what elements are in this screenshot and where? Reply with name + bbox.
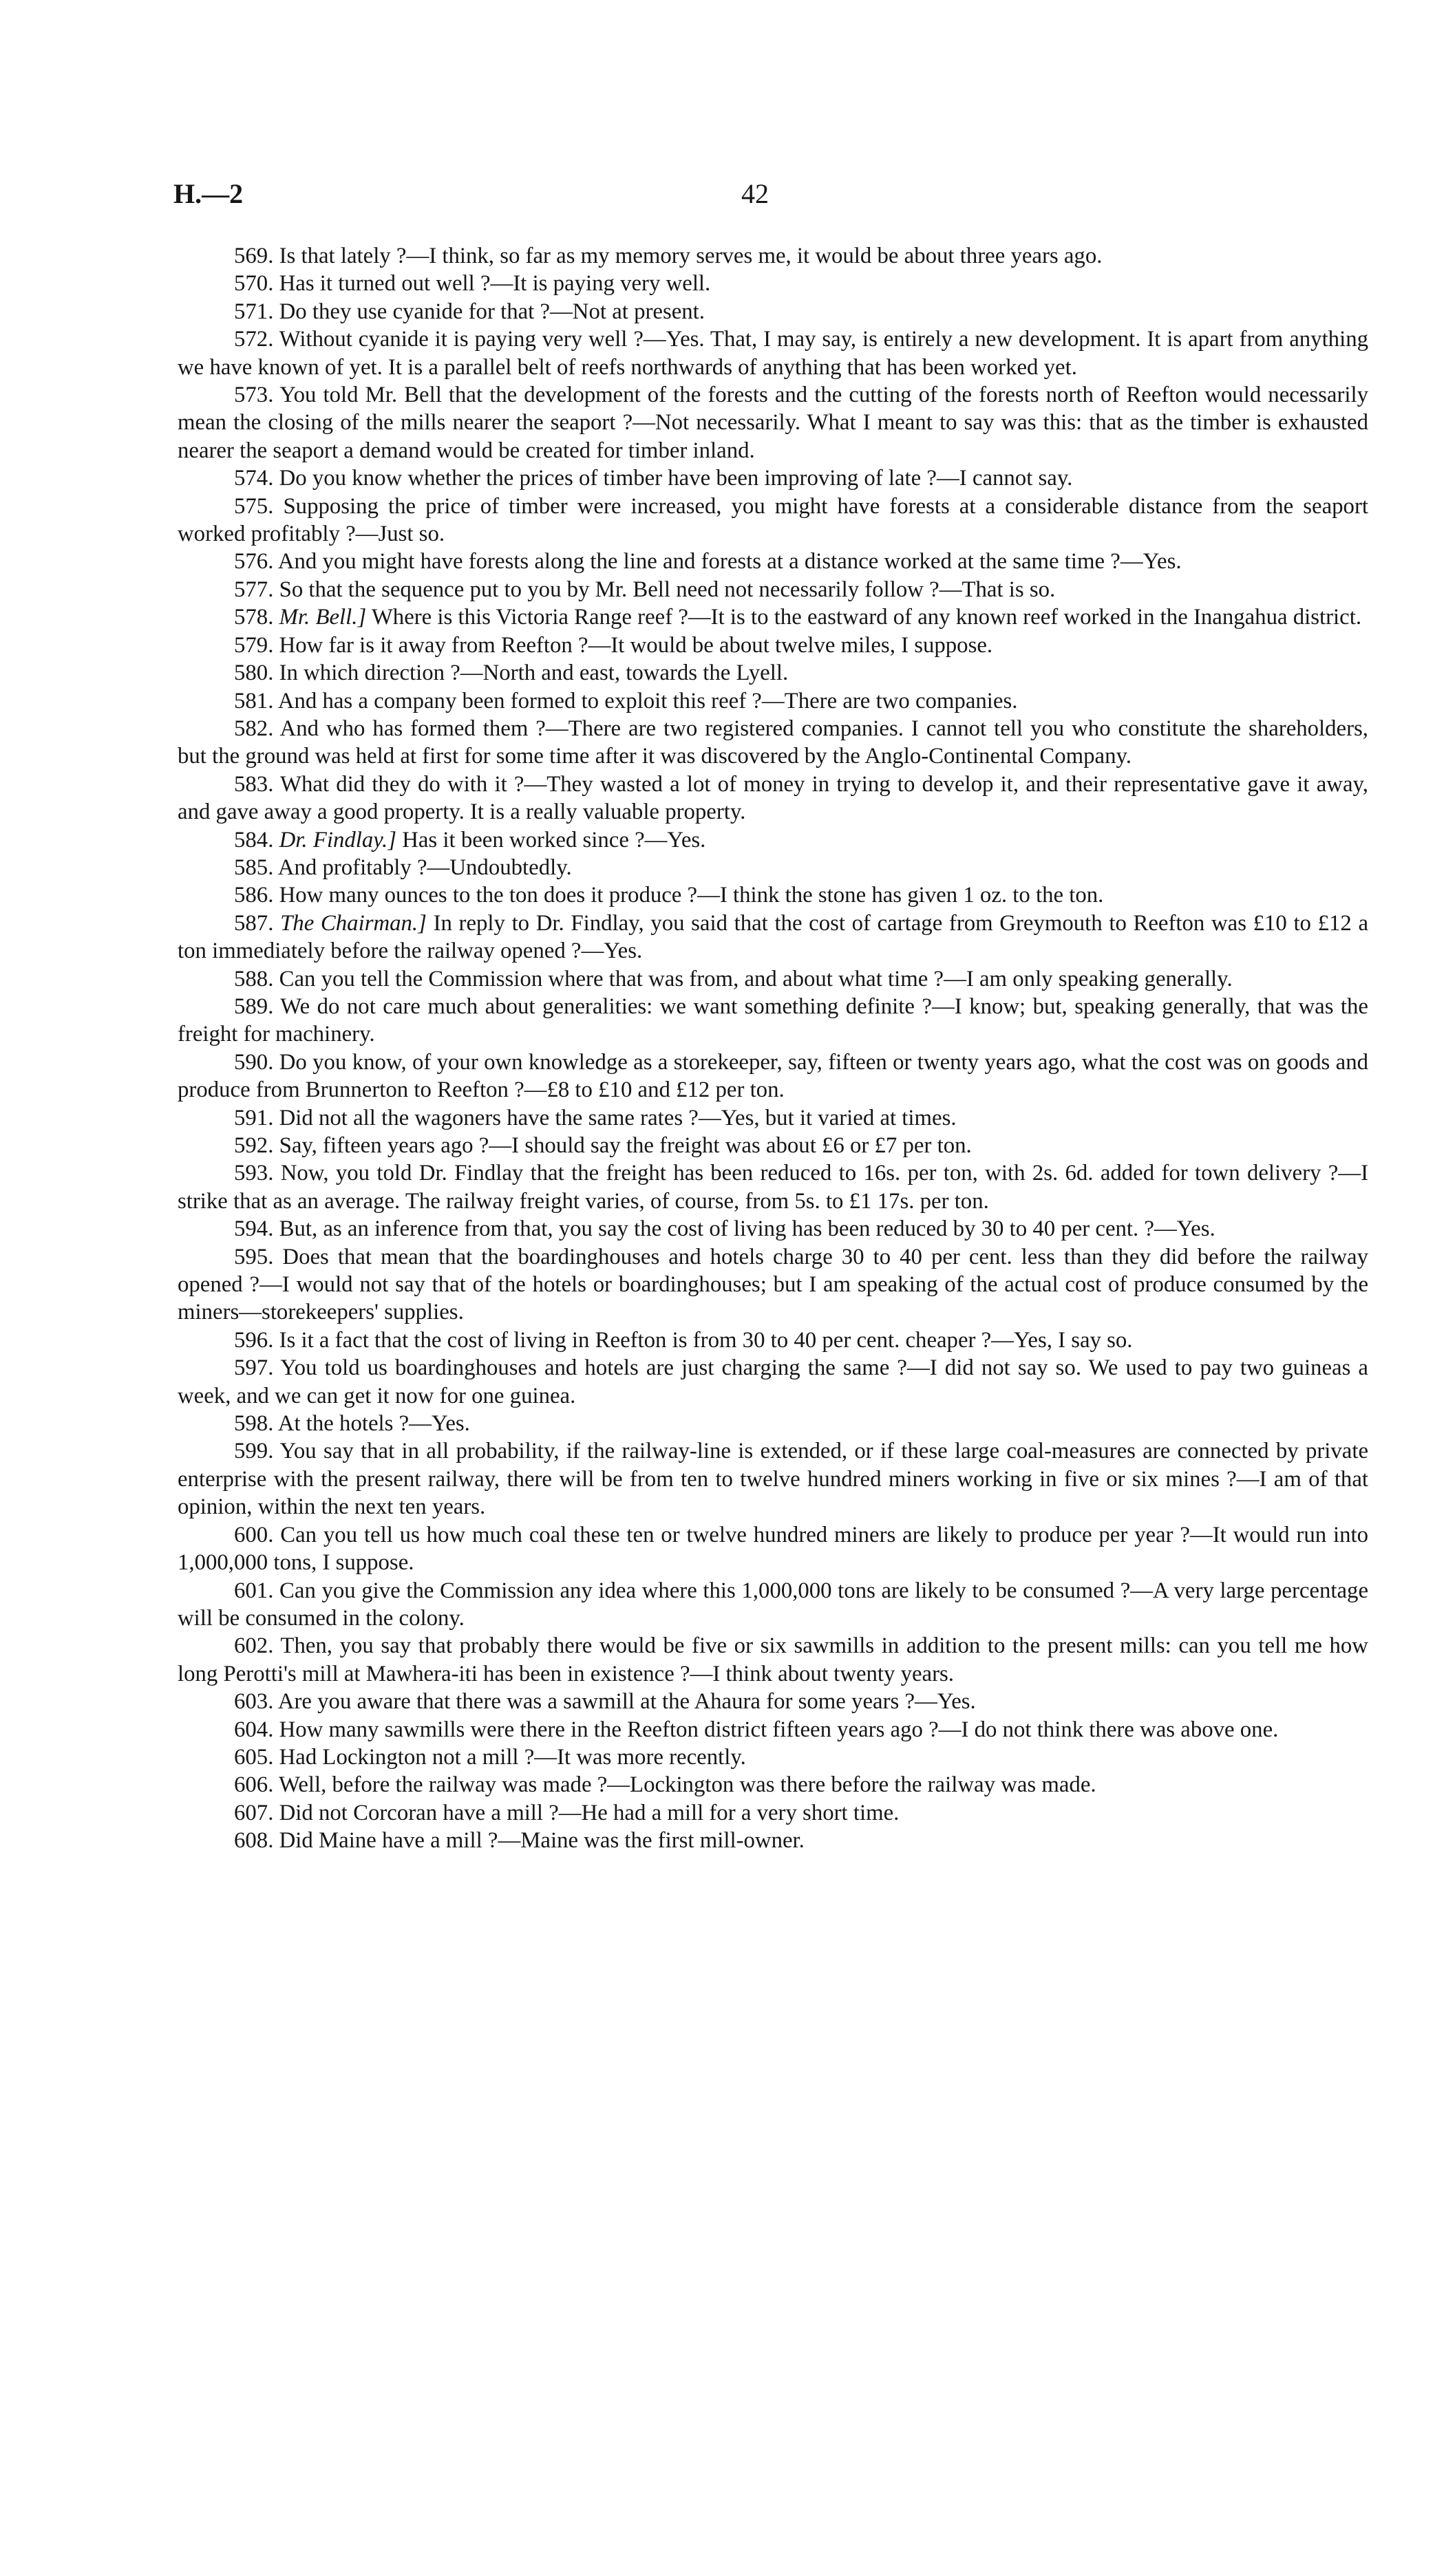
question-577: 577. So that the sequence put to you by Mr. Bell need not necessarily follow ?—That is so. xyxy=(234,577,1056,602)
question-598: 598. At the hotels ?—Yes. xyxy=(234,1411,470,1437)
question-584 xyxy=(178,826,1368,854)
question-581: 581. And has a company been formed to exploit this reef ?—There are two companies. xyxy=(234,688,1018,713)
page-number: 42 xyxy=(741,178,769,209)
question-608: 608. Did Maine have a mill ?—Maine was the first mill-owner. xyxy=(234,1828,805,1854)
question-580: 580. In which direction ?—North and east, towards the Lyell. xyxy=(234,661,789,686)
testimony-body xyxy=(178,242,1368,1855)
question-596: 596. Is it a fact that the cost of living in Reefton is from 30 to 40 per cent. cheaper ?—Yes, I say so. xyxy=(234,1327,1133,1353)
question-574: 574. Do you know whether the prices of timber have been improving of late ?—I cannot say. xyxy=(234,466,1073,491)
question-589: 589. We do not care much about generalities: we want something definite ?—I know; but, speaking generally, that was the freight for machinery. xyxy=(178,994,1368,1047)
question-603: 603. Are you aware that there was a sawmill at the Ahaura for some years ?—Yes. xyxy=(234,1689,976,1715)
speaker-name: Dr. Findlay.] xyxy=(279,827,396,852)
report-reference: H.—2 xyxy=(173,178,244,209)
question-579: 579. How far is it away from Reefton ?—It would be about twelve miles, I suppose. xyxy=(234,632,993,658)
question-text: In reply to Dr. Findlay, you said that the cost of cartage from Greymouth to Reefton was £10 to £12 a ton immediately before the railway opened ?—Yes. xyxy=(178,910,1369,964)
question-599: 599. You say that in all probability, if the railway-line is extended, or if these large coal-measures are connected by private enterprise with the present railway, there will be from ten to twelve hundred miners working in five or six mines ?—I am of that opinion, within the next ten years. xyxy=(178,1439,1368,1520)
question-570: 570. Has it turned out well ?—It is paying very well. xyxy=(234,271,711,297)
question-605: 605. Had Lockington not a mill ?—It was more recently. xyxy=(234,1744,746,1770)
question-571: 571. Do they use cyanide for that ?—Not at present. xyxy=(234,299,705,324)
speaker-name: Mr. Bell.] xyxy=(279,605,367,630)
question-588: 588. Can you tell the Commission where that was from, and about what time ?—I am only speaking generally. xyxy=(234,966,1233,991)
question-573: 573. You told Mr. Bell that the development of the forests and the cutting of the forests north of Reefton would necessarily mean the closing of the mills nearer the seaport ?—Not necessarily. What I meant to say was this: that as the timber is exhausted nearer the seaport a demand would be created for timber inland. xyxy=(178,383,1368,463)
question-594: 594. But, as an inference from that, you say the cost of living has been reduced by 30 to 40 per cent. ?—Yes. xyxy=(234,1216,1215,1242)
question-592: 592. Say, fifteen years ago ?—I should say the freight was about £6 or £7 per ton. xyxy=(234,1133,972,1158)
question-583: 583. What did they do with it ?—They wasted a lot of money in trying to develop it, and their representative gave it away, and gave away a good property. It is a really valuable property. xyxy=(178,771,1368,825)
question-586: 586. How many ounces to the ton does it produce ?—I think the stone has given 1 oz. to the ton. xyxy=(234,883,1104,908)
question-606: 606. Well, before the railway was made ?—Lockington was there before the railway was made. xyxy=(234,1772,1096,1798)
question-number: 584. xyxy=(234,827,274,852)
question-576: 576. And you might have forests along the line and forests at a distance worked at the same time ?—Yes. xyxy=(234,549,1182,575)
question-text: Where is this Victoria Range reef ?—It is to the eastward of any known reef worked in the Inangahua district. xyxy=(371,605,1362,630)
question-572: 572. Without cyanide it is paying very well ?—Yes. That, I may say, is entirely a new development. It is apart from anything we have known of yet. It is a parallel belt of reefs northwards of anything that has been worked yet. xyxy=(178,327,1368,380)
question-591: 591. Did not all the wagoners have the same rates ?—Yes, but it varied at times. xyxy=(234,1105,957,1130)
question-582: 582. And who has formed them ?—There are two registered companies. I cannot tell you who constitute the shareholders, but the ground was held at first for some time after it was discovered by the Anglo-Continental Company. xyxy=(178,716,1368,769)
question-593: 593. Now, you told Dr. Findlay that the freight has been reduced to 16s. per ton, with 2s. 6d. added for town delivery ?—I strike that as an average. The railway freight varies, of course, from 5s. to £1 17s. per ton. xyxy=(178,1161,1368,1214)
question-601: 601. Can you give the Commission any idea where this 1,000,000 tons are likely to be consumed ?—A very large percentage will be consumed in the colony. xyxy=(178,1578,1368,1631)
question-590: 590. Do you know, of your own knowledge as a storekeeper, say, fifteen or twenty years ago, what the cost was on goods and produce from Brunnerton to Reefton ?—£8 to £10 and £12 per ton. xyxy=(178,1049,1368,1103)
question-587 xyxy=(178,910,1368,965)
question-585: 585. And profitably ?—Undoubtedly. xyxy=(234,855,572,880)
question-604: 604. How many sawmills were there in the Reefton district fifteen years ago ?—I do not think there was above one. xyxy=(234,1717,1279,1742)
page-header xyxy=(173,178,1337,219)
question-597: 597. You told us boardinghouses and hotels are just charging the same ?—I did not say so. We used to pay two guineas a week, and we can get it now for one guinea. xyxy=(178,1355,1368,1408)
question-text: Has it been worked since ?—Yes. xyxy=(402,827,706,852)
question-578 xyxy=(178,603,1368,631)
question-600: 600. Can you tell us how much coal these ten or twelve hundred miners are likely to produce per year ?—It would run into 1,000,000 tons, I suppose. xyxy=(178,1522,1368,1576)
question-569: 569. Is that lately ?—I think, so far as my memory serves me, it would be about three years ago. xyxy=(234,244,1103,268)
question-number: 587. xyxy=(234,910,274,936)
question-607: 607. Did not Corcoran have a mill ?—He had a mill for a very short time. xyxy=(234,1800,900,1825)
speaker-name: The Chairman.] xyxy=(280,910,427,936)
question-575: 575. Supposing the price of timber were increased, you might have forests at a considerable distance from the seaport worked profitably ?—Just so. xyxy=(178,493,1368,547)
question-number: 578. xyxy=(234,605,274,630)
question-602: 602. Then, you say that probably there would be five or six sawmills in addition to the present mills: can you tell me how long Perotti's mill at Mawhera-iti has been in existence ?—I think about twenty years. xyxy=(178,1633,1368,1686)
question-595: 595. Does that mean that the boardinghouses and hotels charge 30 to 40 per cent. less than they did before the railway opened ?—I would not say that of the hotels or boardinghouses; but I am speaking of the actual cost of produce consumed by the miners—storekeepers' supplies. xyxy=(178,1244,1368,1325)
